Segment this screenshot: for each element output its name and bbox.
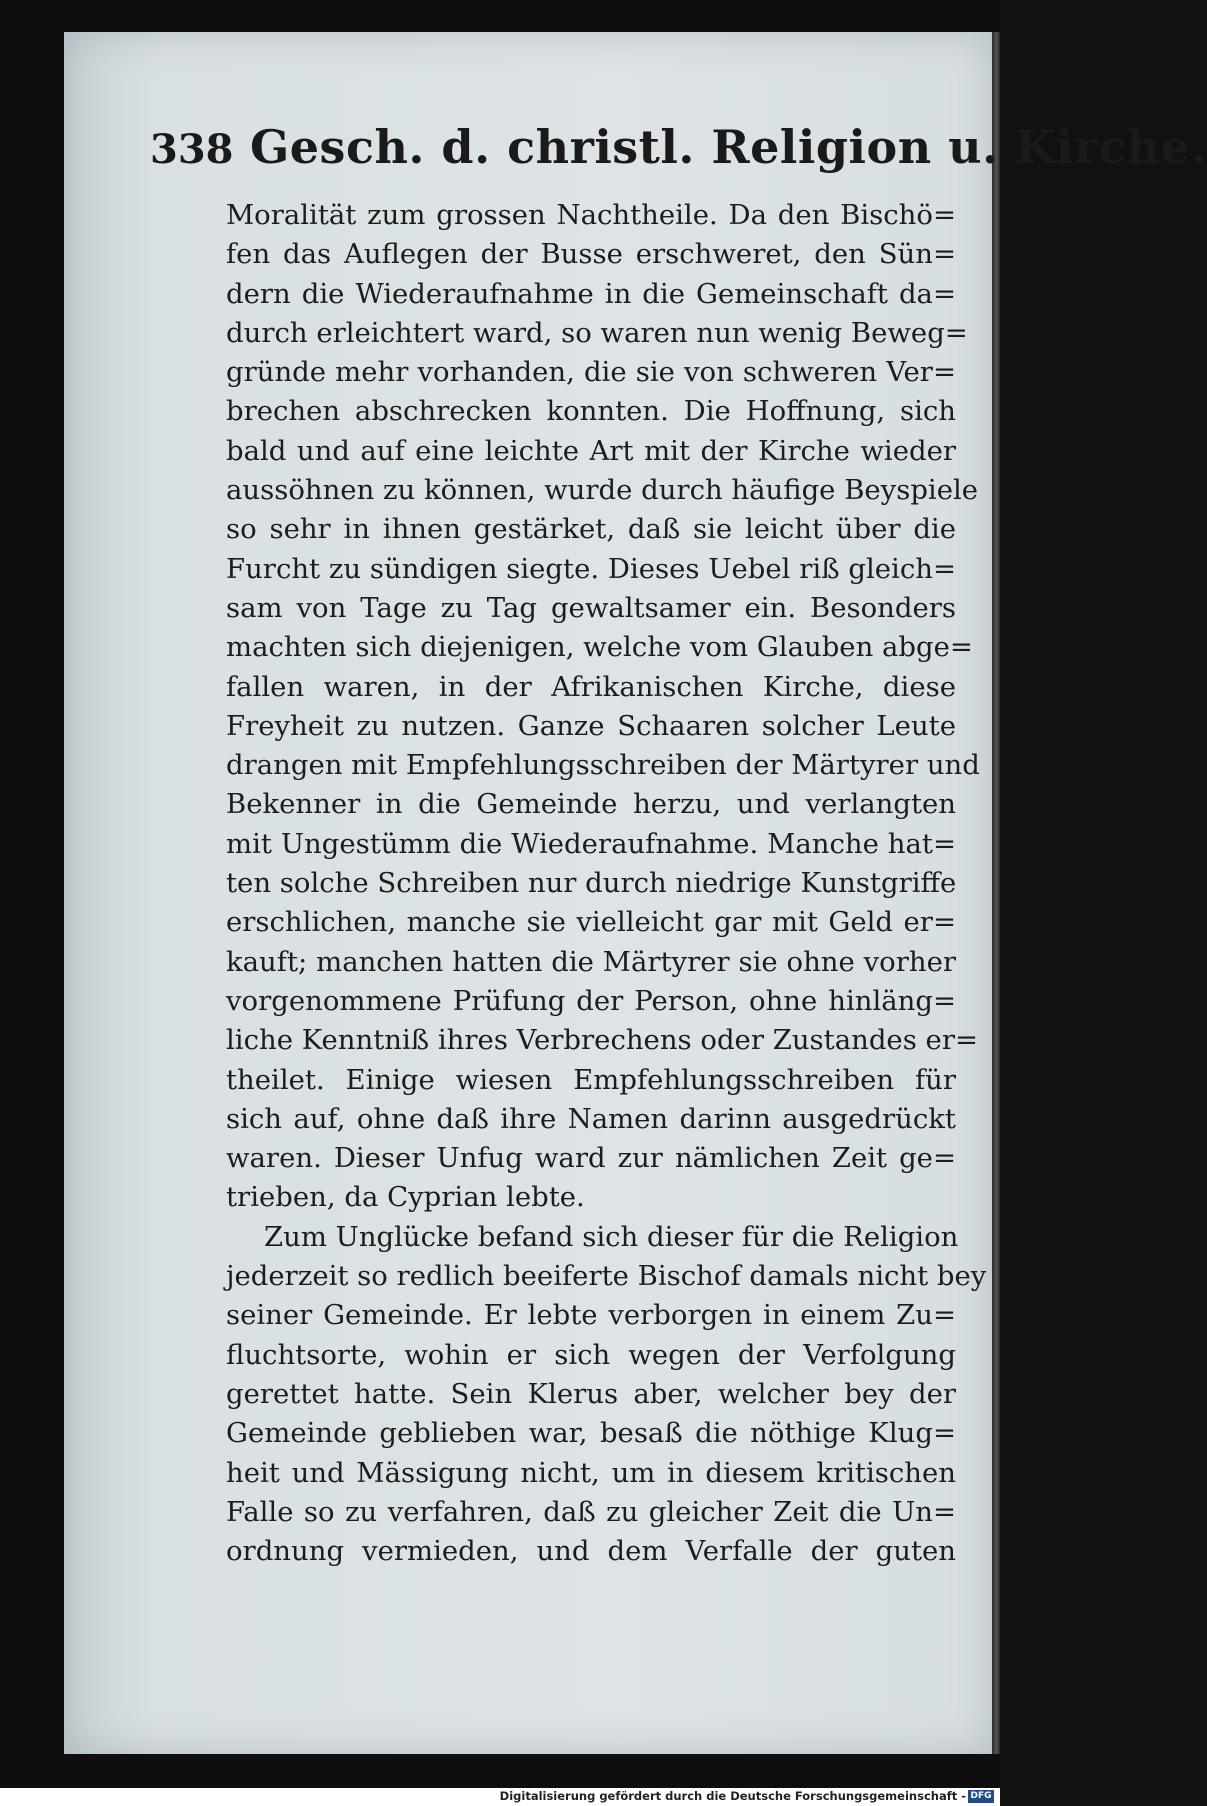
text-line: heit und Mässigung nicht, um in diesem kritischen xyxy=(226,1456,956,1489)
text-line: Moralität zum grossen Nachtheile. Da den Bischö= xyxy=(226,199,956,231)
text-line: waren. Dieser Unfug ward zur nämlichen Zeit ge= xyxy=(226,1142,956,1175)
dfg-logo-icon: DFG xyxy=(968,1790,994,1803)
text-line: fluchtsorte, wohin er sich wegen der Verfolgung xyxy=(226,1338,956,1371)
text-line: brechen abschrecken konnten. Die Hoffnung, sich xyxy=(226,395,956,428)
text-line: seiner Gemeinde. Er lebte verborgen in einem Zu= xyxy=(226,1299,956,1332)
text-line: so sehr in ihnen gestärket, daß sie leicht über die xyxy=(226,513,956,546)
text-line: Bekenner in die Gemeinde herzu, und verlangten xyxy=(226,788,956,821)
text-line: fen das Auflegen der Busse erschweret, den Sün= xyxy=(226,238,956,271)
text-line: liche Kenntniß ihres Verbrechens oder Zustandes er= xyxy=(226,1024,979,1057)
text-line: durch erleichtert ward, so waren nun wenig Beweg= xyxy=(226,316,968,349)
text-line: bald und auf eine leichte Art mit der Kirche wieder xyxy=(226,434,956,467)
text-line: ordnung vermieden, und dem Verfalle der guten xyxy=(226,1535,956,1568)
page-edge xyxy=(992,32,1000,1754)
body-text xyxy=(226,196,987,1571)
page-number: 338 xyxy=(150,126,234,173)
funding-credit: Digitalisierung gefördert durch die Deutsche Forschungsgemeinschaft - xyxy=(499,1789,966,1803)
text-line: machten sich diejenigen, welche vom Glauben abge= xyxy=(226,631,973,664)
text-line: sich auf, ohne daß ihre Namen darinn ausgedrückt xyxy=(226,1102,956,1135)
page-header xyxy=(150,120,1207,190)
text-line: gründe mehr vorhanden, die sie von schweren Ver= xyxy=(226,356,956,389)
text-line: gerettet hatte. Sein Klerus aber, welcher bey der xyxy=(226,1377,956,1410)
text-line: mit Ungestümm die Wiederaufnahme. Manche hat= xyxy=(226,827,956,860)
text-line: aussöhnen zu können, wurde durch häufige Beyspiele xyxy=(226,474,979,507)
text-line: vorgenommene Prüfung der Person, ohne hinläng= xyxy=(226,984,956,1017)
text-line: fallen waren, in der Afrikanischen Kirche, diese xyxy=(226,670,956,703)
text-line: theilet. Einige wiesen Empfehlungsschreiben für xyxy=(226,1063,956,1096)
text-line: kauft; manchen hatten die Märtyrer sie ohne vorher xyxy=(226,945,956,978)
text-line: Freyheit zu nutzen. Ganze Schaaren solcher Leute xyxy=(226,709,956,742)
paragraph-end-line: trieben, da Cyprian lebte. xyxy=(226,1181,585,1214)
text-line: dern die Wiederaufnahme in die Gemeinschaft da= xyxy=(226,277,956,310)
text-line: Gemeinde geblieben war, besaß die nöthige Klug= xyxy=(226,1417,956,1450)
paragraph-start-line: Zum Unglücke befand sich dieser für die Religion xyxy=(264,1220,959,1253)
text-line: ten solche Schreiben nur durch niedrige Kunstgriffe xyxy=(226,867,957,900)
text-line: jederzeit so redlich beeiferte Bischof damals nicht bey xyxy=(226,1260,987,1293)
running-title: Gesch. d. christl. Religion u. Kirche. xyxy=(250,120,1207,174)
text-line: Falle so zu verfahren, daß zu gleicher Zeit die Un= xyxy=(226,1495,956,1528)
digitization-footer xyxy=(0,1788,1000,1806)
text-line: sam von Tage zu Tag gewaltsamer ein. Besonders xyxy=(226,591,956,624)
text-line: erschlichen, manche sie vielleicht gar mit Geld er= xyxy=(226,906,956,939)
text-line: Furcht zu sündigen siegte. Dieses Uebel riß gleich= xyxy=(226,552,956,585)
text-line: drangen mit Empfehlungsschreiben der Märtyrer und xyxy=(226,749,980,782)
